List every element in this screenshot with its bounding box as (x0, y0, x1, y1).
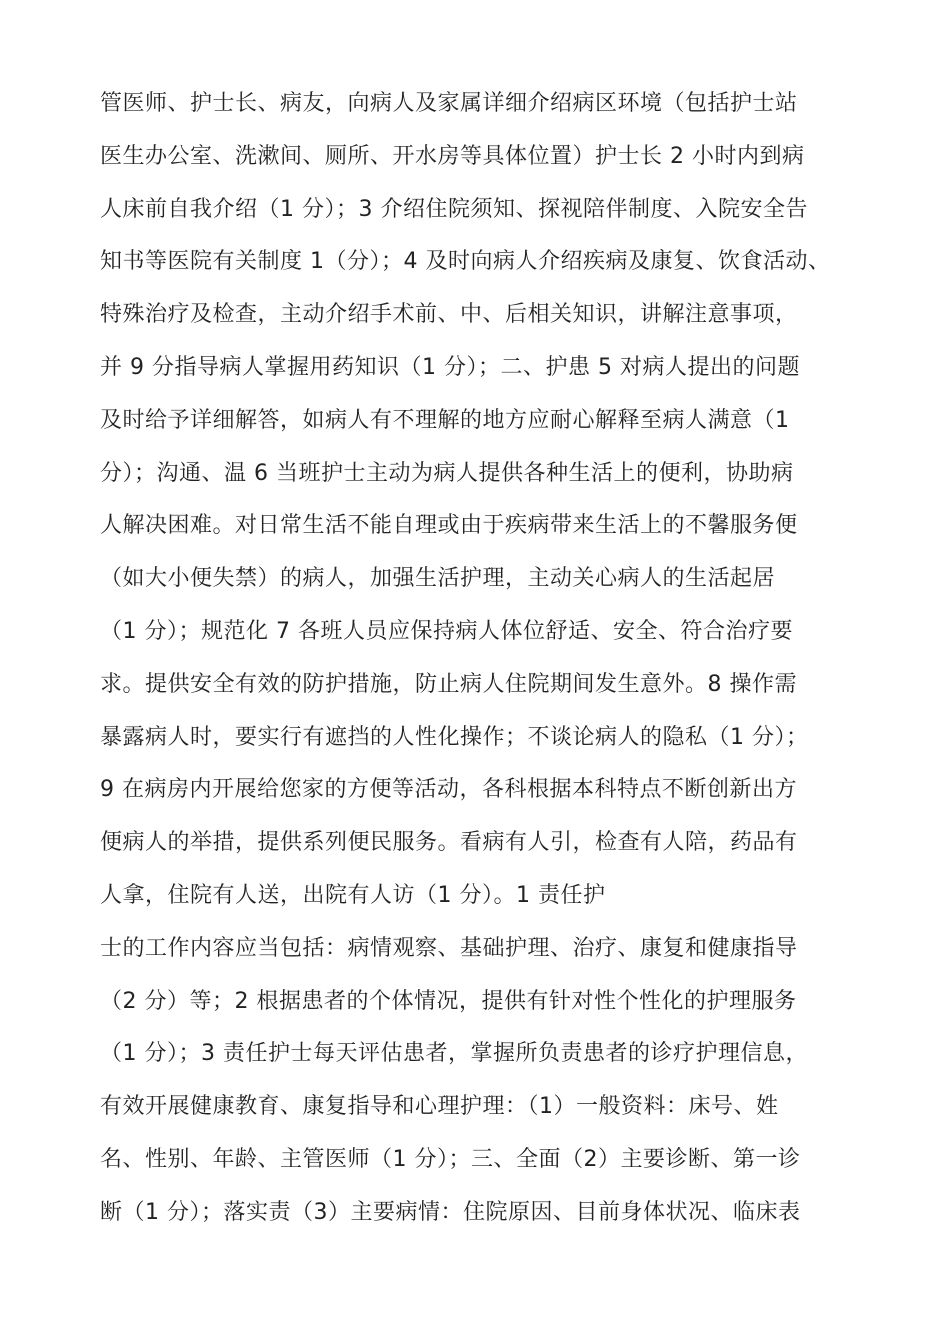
text-line: （2 分）等；2 根据患者的个体情况，提供有针对性个性化的护理服务 (100, 988, 797, 1014)
text-line: 有效开展健康教育、康复指导和心理护理：（1）一般资料：床号、姓 (100, 1094, 779, 1120)
text-line: （1 分）；3 责任护士每天评估患者，掌握所负责患者的诊疗护理信息， (100, 1041, 808, 1067)
text-line: 暴露病人时，要实行有遮挡的人性化操作；不谈论病人的隐私（1 分）； (100, 724, 809, 750)
text-line: 人床前自我介绍（1 分）；3 介绍住院须知、探视陪伴制度、入院安全告 (100, 196, 808, 222)
text-line: 人拿，住院有人送，出院有人访（1 分）。1 责任护 (100, 882, 606, 908)
text-line: 断（1 分）；落实责（3）主要病情：住院原因、目前身体状况、临床表 (100, 1199, 801, 1225)
text-line: 及时给予详细解答，如病人有不理解的地方应耐心解释至病人满意（1 (100, 407, 790, 433)
text-line: 医生办公室、洗漱间、厕所、开水房等具体位置）护士长 2 小时内到病 (100, 143, 805, 169)
text-line: 特殊治疗及检查，主动介绍手术前、中、后相关知识，讲解注意事项， (100, 302, 798, 328)
document-body (100, 78, 920, 1240)
text-line: 管医师、护士长、病友，向病人及家属详细介绍病区环境（包括护士站 (100, 91, 798, 116)
text-line: 便病人的举措，提供系列便民服务。看病有人引，检查有人陪，药品有 (100, 830, 798, 856)
text-line: 分）；沟通、温 6 当班护士主动为病人提供各种生活上的便利，协助病 (100, 460, 794, 486)
text-line: 求。提供安全有效的防护措施，防止病人住院期间发生意外。8 操作需 (100, 671, 797, 697)
text-line: 名、性别、年龄、主管医师（1 分）；三、全面（2）主要诊断、第一诊 (100, 1146, 801, 1172)
text-line: 知书等医院有关制度 1（分）；4 及时向病人介绍疾病及康复、饮食活动、 (100, 249, 831, 275)
text-line: 并 9 分指导病人掌握用药知识（1 分）；二、护患 5 对病人提出的问题 (100, 354, 800, 380)
text-line: （如大小便失禁）的病人，加强生活护理，主动关心病人的生活起居 (100, 566, 776, 592)
text-line: （1 分）；规范化 7 各班人员应保持病人体位舒适、安全、符合治疗要 (100, 618, 793, 644)
text-line: 人解决困难。对日常生活不能自理或由于疾病带来生活上的不馨服务便 (100, 513, 798, 539)
text-line: 9 在病房内开展给您家的方便等活动，各科根据本科特点不断创新出方 (100, 777, 797, 803)
text-line: 士的工作内容应当包括：病情观察、基础护理、治疗、康复和健康指导 (100, 935, 798, 961)
